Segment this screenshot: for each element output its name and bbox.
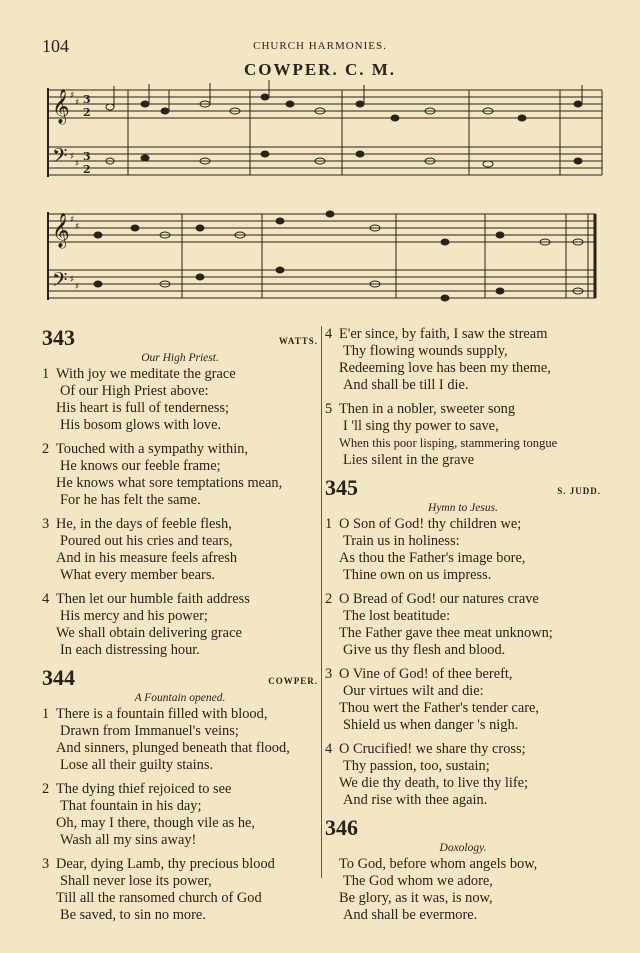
verse-line: His mercy and his power;: [60, 608, 208, 624]
verse-line: Thine own on us impress.: [343, 567, 492, 583]
verse-line: Train us in holiness:: [343, 533, 460, 549]
stanza: [325, 666, 601, 734]
verse-line: 3 O Vine of God! of thee bereft,: [325, 666, 513, 682]
left-column: [42, 326, 318, 931]
verse-line: To God, before whom angels bow,: [339, 856, 538, 872]
tune-title: COWPER. C. M.: [243, 60, 397, 79]
stanza: [42, 366, 318, 434]
sharp-icon: ♯: [75, 159, 80, 169]
verse-line: That fountain in his day;: [60, 798, 202, 814]
verse-line: 1 There is a fountain filled with blood,: [42, 706, 268, 722]
verse-line: Redeeming love has been my theme,: [339, 360, 551, 376]
stanza: [42, 706, 318, 774]
running-header: CHURCH HARMONIES.: [253, 40, 387, 52]
bass-staff-2: [48, 270, 596, 298]
verse-line: 3 Dear, dying Lamb, thy precious blood: [42, 856, 275, 872]
verse-line: His heart is full of tenderness;: [56, 400, 230, 416]
verse-line: Be saved, to sin no more.: [60, 907, 206, 923]
stanza: [42, 441, 318, 509]
sharp-icon: ♯: [75, 222, 80, 232]
bass-clef-icon: 𝄢: [52, 268, 68, 296]
verse-line: And in his measure feels afresh: [56, 550, 238, 566]
verse-line: 3 He, in the days of feeble flesh,: [42, 516, 232, 532]
verse-line: Shield us when danger 's nigh.: [343, 717, 519, 733]
verse-line: 2 O Bread of God! our natures crave: [325, 591, 539, 607]
page-number: 104: [42, 36, 69, 56]
treble-clef-icon: 𝄞: [52, 213, 70, 248]
hymn-344: [42, 666, 318, 924]
verse-line: As thou the Father's image bore,: [339, 550, 526, 566]
hymn-author: S. JUDD.: [557, 486, 601, 496]
stanza: [325, 856, 601, 924]
verse-line: 1 With joy we meditate the grace: [42, 366, 236, 382]
verse-line: Thou wert the Father's tender care,: [339, 700, 539, 716]
verse-line: For he has felt the same.: [60, 492, 201, 508]
hymn-343: [42, 326, 318, 659]
verse-line: And sinners, plunged beneath that flood,: [56, 740, 290, 756]
verse-line: Till all the ransomed church of God: [56, 890, 262, 906]
verse-line: Thy passion, too, sustain;: [343, 758, 490, 774]
hymn-title: A Fountain opened.: [134, 692, 226, 704]
verse-line: 4 O Crucified! we share thy cross;: [325, 741, 526, 757]
verse-line: Lose all their guilty stains.: [60, 757, 214, 773]
verse-line: He knows our feeble frame;: [60, 458, 221, 474]
verse-line: 1 O Son of God! thy children we;: [325, 516, 522, 532]
verse-line: And shall be evermore.: [343, 907, 478, 923]
time-signature-icon: 2: [83, 106, 91, 119]
verse-line: The lost beatitude:: [343, 608, 451, 624]
hymn-title: Our High Priest.: [141, 352, 219, 364]
verse-line: Poured out his cries and tears,: [60, 533, 233, 549]
hymn-title: Doxology.: [439, 842, 487, 854]
verse-line: We shall obtain delivering grace: [56, 625, 242, 641]
hymn-346: [325, 816, 601, 924]
verse-line: The Father gave thee meat unknown;: [339, 625, 553, 641]
stanza: [42, 516, 318, 584]
hymn-title: Hymn to Jesus.: [428, 502, 498, 514]
sharp-icon: ♯: [75, 282, 80, 292]
hymn-345: [325, 476, 601, 809]
staff-system-2: [48, 212, 596, 300]
verse-line: 2 Touched with a sympathy within,: [42, 441, 249, 457]
treble-clef-icon: 𝄞: [52, 89, 70, 124]
sharp-icon: ♯: [70, 215, 75, 225]
verse-line: Wash all my sins away!: [60, 832, 197, 848]
verse-line: Drawn from Immanuel's veins;: [60, 723, 239, 739]
stanza: [325, 591, 601, 659]
stanza: [42, 856, 318, 924]
treble-staff-2: [48, 214, 596, 242]
verse-line: I 'll sing thy power to save,: [343, 418, 499, 434]
sharp-icon: ♯: [75, 98, 80, 108]
hymn-number: 345: [325, 475, 358, 500]
verse-line: Our virtues wilt and die:: [343, 683, 484, 699]
stanza: [325, 741, 601, 809]
verse-line: Of our High Priest above:: [60, 383, 209, 399]
hymn-author: COWPER.: [268, 676, 318, 686]
stanza: [325, 401, 601, 469]
verse-line: 2 The dying thief rejoiced to see: [42, 781, 232, 797]
verse-line: And rise with thee again.: [343, 792, 488, 808]
hymn-number: 343: [42, 325, 75, 350]
sharp-icon: ♯: [70, 152, 75, 162]
hymn-number: 346: [325, 815, 358, 840]
verse-line: And shall be till I die.: [343, 377, 469, 393]
verse-line: We die thy death, to live thy life;: [339, 775, 529, 791]
time-signature-icon: 3: [83, 150, 91, 163]
stanza: [325, 516, 601, 584]
verse-line: Give us thy flesh and blood.: [343, 642, 506, 658]
verse-line: Oh, may I there, though vile as he,: [56, 815, 256, 831]
verse-line: Be glory, as it was, is now,: [339, 890, 493, 906]
right-column: [325, 326, 601, 931]
stanza: [42, 591, 318, 659]
verse-line: The God whom we adore,: [343, 873, 493, 889]
note-heads: [94, 80, 583, 301]
verse-line: His bosom glows with love.: [60, 417, 222, 433]
treble-staff-1: [48, 90, 602, 118]
verse-line: In each distressing hour.: [60, 642, 200, 658]
time-signature-icon: 3: [83, 93, 91, 106]
bass-clef-icon: 𝄢: [52, 144, 68, 172]
verse-line: What every member bears.: [60, 567, 216, 583]
staff-system-1: [48, 88, 602, 177]
verse-line: When this poor lisping, stammering tongue: [339, 436, 558, 450]
time-signature-icon: 2: [83, 163, 91, 176]
verse-line: 4 Then let our humble faith address: [42, 591, 250, 607]
column-divider: [321, 326, 322, 878]
hymn-author: WATTS.: [278, 336, 318, 346]
stanza: [325, 326, 601, 394]
verse-line: 5 Then in a nobler, sweeter song: [325, 401, 516, 417]
verse-line: Thy flowing wounds supply,: [343, 343, 508, 359]
verse-line: Lies silent in the grave: [343, 452, 475, 468]
verse-line: 4 E'er since, by faith, I saw the stream: [325, 326, 548, 342]
hymn-number: 344: [42, 665, 75, 690]
verse-line: Shall never lose its power,: [60, 873, 212, 889]
sharp-icon: ♯: [70, 91, 75, 101]
verse-line: He knows what sore temptations mean,: [56, 475, 283, 491]
sharp-icon: ♯: [70, 275, 75, 285]
stanza: [42, 781, 318, 849]
